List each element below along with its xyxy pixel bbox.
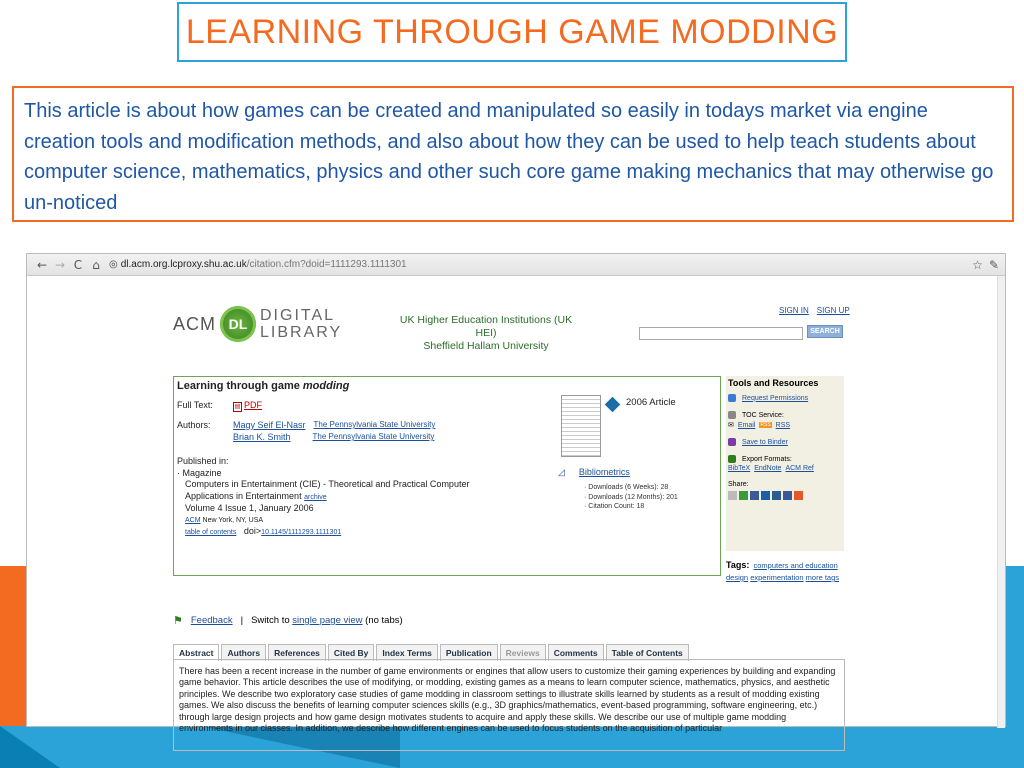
wrench-icon[interactable]: ✎ <box>988 257 999 272</box>
endnote-link[interactable]: EndNote <box>754 465 782 472</box>
switch-text: Switch to <box>251 615 293 626</box>
rss-link[interactable]: RSS <box>775 421 791 429</box>
mail-share-icon[interactable] <box>728 491 737 500</box>
more-tags-link[interactable]: more tags <box>805 573 840 582</box>
bibliometrics <box>558 467 630 478</box>
share-label: Share: <box>728 481 749 488</box>
single-page-view-link[interactable]: single page view <box>292 615 363 626</box>
bibtex-link[interactable]: BibTeX <box>728 465 751 472</box>
institution-line1: UK Higher Education Institutions (UK HEI) <box>399 314 573 339</box>
stat-item: · Downloads (12 Months): 201 <box>584 493 678 501</box>
stat-item: · Downloads (6 Weeks): 28 <box>584 484 669 491</box>
toc-link[interactable]: table of contents <box>185 529 237 536</box>
toc-service-label: TOC Service: <box>742 411 784 419</box>
author-row <box>233 432 435 442</box>
author-affiliation[interactable]: The Pennsylvania State University <box>313 420 436 429</box>
search-button[interactable]: SEARCH <box>807 325 843 338</box>
tools-panel <box>726 376 844 551</box>
tab-reviews: Reviews <box>500 644 546 661</box>
plus-share-icon[interactable] <box>794 491 803 500</box>
logo-acm: ACM <box>173 313 216 334</box>
abstract-text: There has been a recent increase in the number of game environments or engines that allow users to customize their gaming experiences by building and expanding game behavior. This article describes the use of modifying, or modding, existing games as a means to learn computer science, mathematics, physics, and aesthetic principles. We describe two exploratory case studies of game modding in classroom settings to illustrate skills learned by students as a result of modding existing games. We also discuss the benefits of learning computer sciences skills (e.g., 3D graphics/mathematics, event-based programming, software engineering, etc.) through large design projects and how game design motivates students to acquire and apply these skills. We describe our use of multiple game modding environments in our classes. In addition, we describe how different engines can be used to focus students on the acquisition of particular <box>173 659 845 751</box>
pdf-link[interactable] <box>233 400 262 412</box>
article-title-text: Learning through game <box>177 380 303 392</box>
no-tabs-text: (no tabs) <box>362 615 403 626</box>
publisher-link[interactable]: ACM <box>185 516 201 524</box>
author-link[interactable]: Magy Seif El-Nasr <box>233 420 306 430</box>
feedback-icon: ⚑ <box>173 615 183 627</box>
digg-share-icon[interactable] <box>761 491 770 500</box>
email-link[interactable]: Email <box>737 421 756 429</box>
description-box <box>12 86 1014 222</box>
authors-label: Authors: <box>177 420 211 430</box>
footer-triangle <box>0 726 60 768</box>
author-link[interactable]: Brian K. Smith <box>233 432 291 442</box>
tab-abstract[interactable]: Abstract <box>173 644 219 661</box>
tag-link[interactable]: computers and education <box>753 561 838 570</box>
scrollbar[interactable] <box>997 276 1005 728</box>
acm-page <box>27 276 999 734</box>
feedback-row <box>173 614 403 627</box>
book-icon <box>728 411 736 419</box>
doi-link[interactable]: 10.1145/1111293.1111301 <box>261 529 342 536</box>
tag-link[interactable]: design <box>726 573 749 582</box>
share-icons <box>728 491 842 500</box>
facebook-share-icon[interactable] <box>783 491 792 500</box>
full-text-label: Full Text: <box>177 400 213 410</box>
sign-up-link[interactable]: SIGN UP <box>816 306 850 315</box>
journal-line2: Applications in Entertainment <box>185 490 302 501</box>
stat-item: · Citation Count: 18 <box>584 503 645 510</box>
tab-cited-by[interactable]: Cited By <box>328 644 374 661</box>
tab-table-of-contents[interactable]: Table of Contents <box>606 644 689 661</box>
address-bar[interactable] <box>109 259 407 270</box>
bibliometric-stats <box>584 483 678 512</box>
sign-links <box>779 306 850 315</box>
logo-digital: DIGITAL <box>260 307 336 324</box>
reload-icon[interactable]: C <box>73 257 83 272</box>
citation-box <box>173 376 721 576</box>
archive-link[interactable]: archive <box>304 493 327 501</box>
bibliometrics-link[interactable]: Bibliometrics <box>578 467 630 477</box>
article-thumbnail[interactable] <box>561 395 601 457</box>
url-path: /citation.cfm?doid=1111293.1111301 <box>246 259 407 270</box>
separator: | <box>240 615 244 626</box>
author-affiliation[interactable]: The Pennsylvania State University <box>312 432 435 441</box>
doi-label: doi> <box>243 526 262 536</box>
description-text: This article is about how games can be created and manipulated so easily in todays market via engine creation tools and modification methods, and also about how they can be used to help teach students about computer science, mathematics, physics and other such core game making mechanics that may otherwise go un-noticed <box>24 100 994 214</box>
published-in-label: Published in: <box>177 456 229 466</box>
slide-title-box <box>177 2 847 62</box>
search-input[interactable] <box>639 327 803 340</box>
browser-toolbar <box>27 254 1005 276</box>
back-icon[interactable]: ← <box>36 257 48 272</box>
save-to-binder-link[interactable]: Save to Binder <box>742 438 788 446</box>
binder-icon <box>728 438 736 446</box>
logo-words <box>260 307 342 341</box>
tags-block <box>726 559 846 584</box>
tag-link[interactable]: experimentation <box>750 573 804 582</box>
article-year: 2006 Article <box>626 397 676 408</box>
browser-screenshot <box>26 253 1006 734</box>
blog-share-icon[interactable] <box>750 491 759 500</box>
article-title <box>177 380 717 392</box>
email-icon: ✉ <box>728 422 734 429</box>
article-title-italic: modding <box>302 380 350 392</box>
tab-comments[interactable]: Comments <box>548 644 604 661</box>
tab-authors[interactable]: Authors <box>221 644 266 661</box>
tool-item <box>728 438 842 446</box>
feedback-link[interactable]: Feedback <box>190 615 233 626</box>
chart-icon: ◿ <box>558 467 565 477</box>
delicious-share-icon[interactable] <box>739 491 748 500</box>
pdf-icon: ▤ <box>234 404 241 410</box>
switch-view <box>251 615 403 626</box>
star-icon[interactable]: ☆ <box>972 257 983 272</box>
author-row <box>233 420 435 430</box>
globe-icon: ◎ <box>109 259 118 270</box>
url-host: dl.acm.org.lcproxy.shu.ac.uk <box>120 259 247 270</box>
sign-in-link[interactable]: SIGN IN <box>779 306 809 315</box>
institution-line2: Sheffield Hallam University <box>423 340 549 352</box>
publisher-place: New York, NY, USA <box>200 516 264 524</box>
rss-icon: RSS <box>760 422 771 428</box>
authors-row <box>177 420 717 442</box>
tools-heading: Tools and Resources <box>728 378 819 388</box>
authors-list <box>233 420 435 442</box>
acm-ref-link[interactable]: ACM Ref <box>785 465 814 472</box>
slide-title: LEARNING THROUGH GAME MODDING <box>185 12 839 51</box>
logo-library: LIBRARY <box>260 324 343 341</box>
journal-line1: Computers in Entertainment (CIE) - Theoretical and Practical Computer <box>185 479 470 489</box>
volume: Volume 4 Issue 1, January 2006 <box>185 503 314 513</box>
toc-service <box>728 411 842 429</box>
request-permissions-link[interactable]: Request Permissions <box>742 394 809 402</box>
export-formats <box>728 455 842 472</box>
tab-references[interactable]: References <box>268 644 326 661</box>
permissions-icon <box>728 394 736 402</box>
tab-publication[interactable]: Publication <box>440 644 498 661</box>
tags-label: Tags: <box>726 560 750 570</box>
magazine-label: · Magazine <box>177 467 222 478</box>
pdf-link-label: PDF <box>244 400 262 410</box>
tab-index-terms[interactable]: Index Terms <box>376 644 437 661</box>
export-icon <box>728 455 736 463</box>
acm-dl-logo[interactable] <box>173 306 342 342</box>
reddit-share-icon[interactable] <box>772 491 781 500</box>
export-formats-label: Export Formats: <box>742 455 792 463</box>
logo-dl-badge: DL <box>220 306 256 342</box>
home-icon[interactable]: ⌂ <box>92 257 100 272</box>
forward-icon[interactable]: → <box>54 257 66 272</box>
institution-block <box>397 314 575 353</box>
tool-item <box>728 394 842 402</box>
